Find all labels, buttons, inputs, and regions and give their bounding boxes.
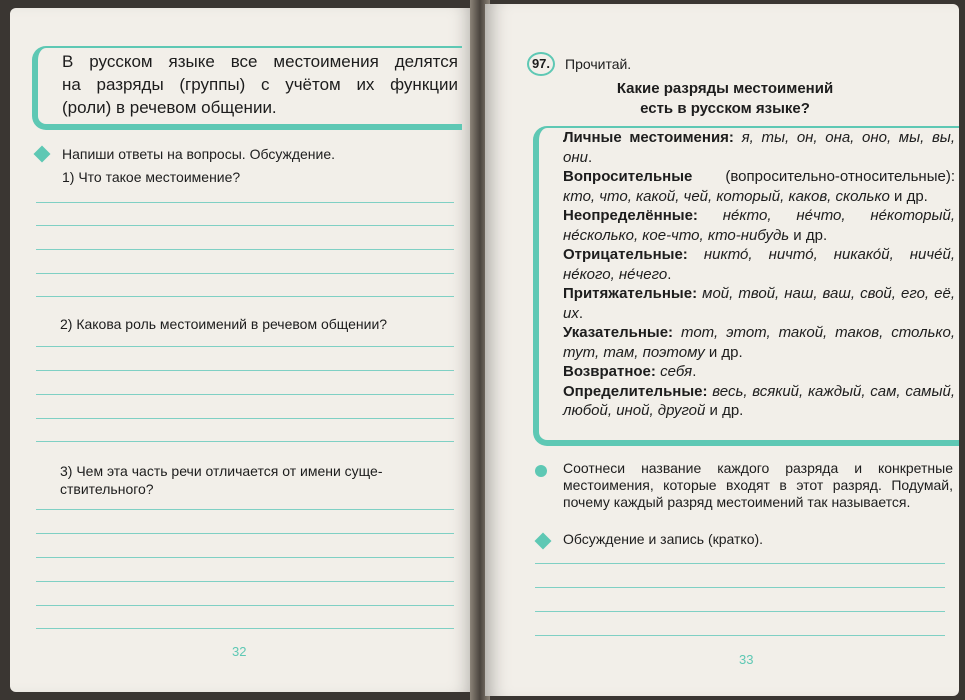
- answer-line[interactable]: [36, 628, 454, 629]
- page-number: 32: [232, 644, 247, 659]
- answer-line[interactable]: [36, 581, 454, 582]
- task-correlate: Соотнеси название каждого разряда и конкретные местоимения, которые входят в этот разряд. Подумай, почему каждый разряд местоимений так называется.: [563, 460, 953, 510]
- answer-line[interactable]: [36, 605, 454, 606]
- answer-line[interactable]: [36, 225, 454, 226]
- page-number: 33: [739, 652, 754, 667]
- task-discussion: Обсуждение и запись (кратко).: [563, 531, 764, 547]
- category-negative: Отрицательные: никто́, ничто́, никако́й, ниче́й, не́кого, не́чего.: [563, 246, 955, 283]
- question-3-line-2: ствительного?: [60, 481, 154, 497]
- task-diamond-icon: [535, 533, 552, 550]
- answer-line[interactable]: [36, 249, 454, 250]
- task-instruction: Напиши ответы на вопросы. Обсуждение.: [62, 146, 336, 162]
- exercise-number-badge: 97.: [527, 52, 555, 76]
- question-1: 1) Что такое местоимение?: [62, 169, 241, 185]
- category-demonstrative: Указательные: тот, этот, такой, таков, столько, тут, там, поэтому и др.: [563, 324, 955, 361]
- category-definitive: Определительные: весь, всякий, каждый, сам, самый, любой, иной, другой и др.: [563, 382, 955, 419]
- answer-line[interactable]: [36, 394, 454, 395]
- answer-line[interactable]: [36, 296, 454, 297]
- answer-line[interactable]: [36, 509, 454, 510]
- title-line-2: есть в русском языке?: [640, 100, 810, 117]
- answer-line[interactable]: [535, 635, 945, 636]
- rule-line-3: (роли) в речевом общении.: [62, 98, 277, 117]
- rule-text: [62, 50, 458, 119]
- task-diamond-icon: [34, 146, 51, 163]
- answer-line[interactable]: [36, 346, 454, 347]
- category-reflexive: Возвратное: себя.: [563, 363, 697, 380]
- answer-line[interactable]: [535, 611, 945, 612]
- exercise-title: [575, 79, 875, 119]
- category-interrogative: Вопросительные (вопросительно-относительные): кто, что, какой, чей, который, каков, сколько и др.: [563, 168, 955, 205]
- answer-line[interactable]: [36, 418, 454, 419]
- rule-line-2: на разряды (группы) с учётом их функции: [62, 75, 458, 94]
- category-personal: Личные местоимения: я, ты, он, она, оно, мы, вы, они.: [563, 129, 955, 166]
- rule-line-1: В русском языке все местоимения делятся: [62, 52, 458, 71]
- answer-line[interactable]: [36, 273, 454, 274]
- answer-line[interactable]: [36, 441, 454, 442]
- exercise-label: Прочитай.: [565, 56, 632, 72]
- left-page: [10, 8, 475, 692]
- question-2: 2) Какова роль местоимений в речевом общении?: [60, 316, 388, 332]
- answer-line[interactable]: [535, 587, 945, 588]
- right-page: [485, 4, 959, 696]
- task-bullet-icon: [535, 465, 547, 477]
- pronoun-categories: [563, 128, 955, 421]
- title-line-1: Какие разряды местоимений: [616, 80, 834, 97]
- answer-line[interactable]: [36, 202, 454, 203]
- question-3-line-1: 3) Чем эта часть речи отличается от имени суще-: [60, 463, 383, 479]
- category-possessive: Притяжательные: мой, твой, наш, ваш, свой, его, её, их.: [563, 285, 956, 322]
- answer-line[interactable]: [535, 563, 945, 564]
- category-indefinite: Неопределённые: не́кто, не́что, не́который, не́сколько, кое-что, кто-нибудь и др.: [563, 207, 956, 244]
- answer-line[interactable]: [36, 533, 454, 534]
- answer-line[interactable]: [36, 557, 454, 558]
- answer-line[interactable]: [36, 370, 454, 371]
